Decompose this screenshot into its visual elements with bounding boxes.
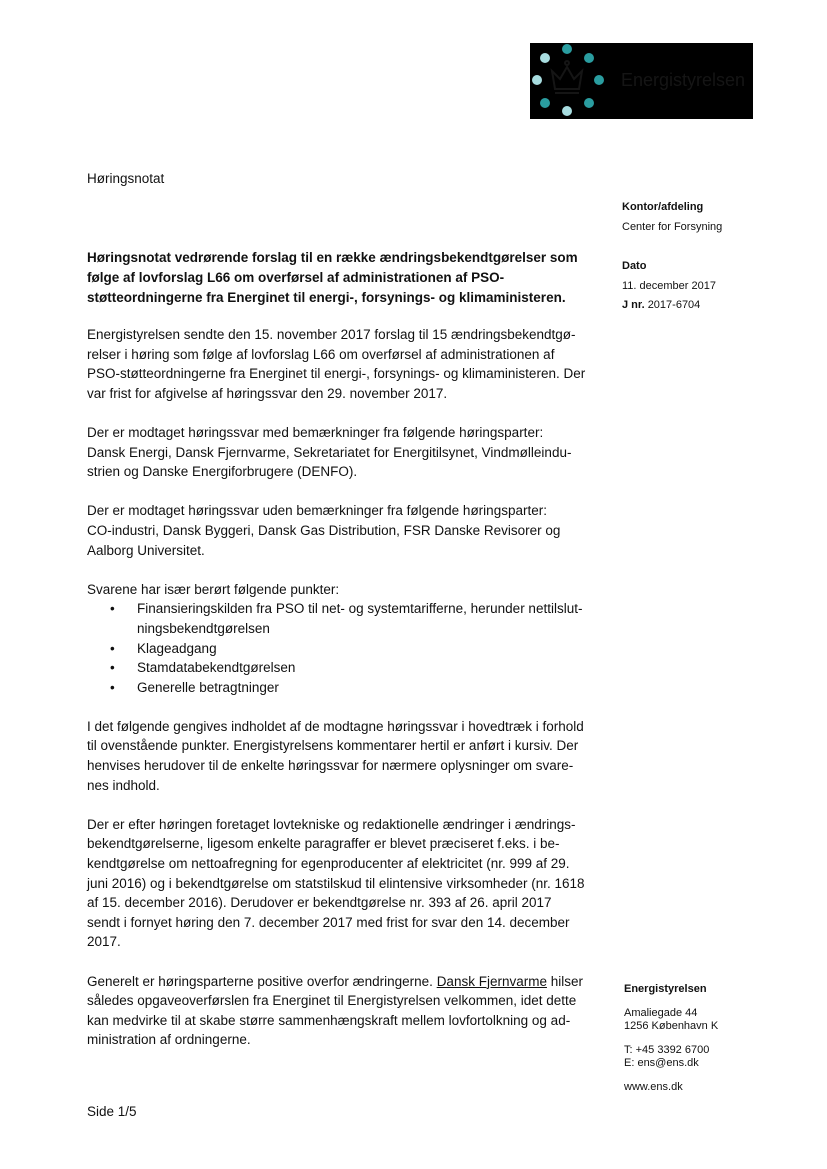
- document-title: [87, 248, 602, 308]
- list-item: • Generelle betragtninger: [137, 678, 602, 698]
- document-body: [87, 325, 602, 1070]
- title-line: støtteordningerne fra Energinet til energi-, forsynings- og klimaministeren.: [87, 290, 566, 305]
- logo: [530, 43, 753, 119]
- paragraph-with-remarks: Der er modtaget høringssvar med bemærkninger fra følgende høringsparter: Dansk Energi, Dansk Fjernvarme, Sekretariatet for Energitilsynet, Vindmølleindu- strien og Danske Energiforbrugere (DENFO).: [87, 424, 572, 480]
- date-label: Dato: [622, 260, 647, 272]
- paragraph-changes: Der er efter høringen foretaget lovtekniske og redaktionelle ændringer i ændrings- bekendtgørelserne, ligesom enkelte paragraffer er blevet præciseret f.eks. i be- kendtgørelse om nettoafregning for egenproducenter af elektricitet (nr. 999 af 29. juni 2016) og i bekendtgørelse om statstilskud til elintensive virksomheder (nr. 1618 af 15. december 2016). Derudover er bekendtgørelse nr. 393 af 26. april 2017 sendt i fornyet høring den 7. december 2017 med frist for svar den 14. december 2017.: [87, 816, 585, 950]
- paragraph-summary: I det følgende gengives indholdet af de modtagne høringssvar i hovedtræk i forhold til ovenstående punkter. Energistyrelsens kommentarer hertil er anført i kursiv. Der henvises herudover til de enkelte høringssvar for nærmere oplysninger om svare- nes indhold.: [87, 718, 584, 793]
- points-intro: Svarene har især berørt følgende punkter:: [87, 581, 340, 597]
- sender-street: Amaliegade 44: [624, 1006, 698, 1019]
- title-line: følge af lovforslag L66 om overførsel af administrationen af PSO-: [87, 270, 505, 285]
- office-label: Kontor/afdeling: [622, 201, 704, 213]
- journal-number: [622, 296, 716, 316]
- office-value: Center for Forsyning: [622, 220, 723, 233]
- logo-wordmark: Energistyrelsen: [621, 70, 746, 90]
- title-line: Høringsnotat vedrørende forslag til en række ændringsbekendtgørelser som: [87, 250, 578, 265]
- paragraph-general: Generelt er høringsparterne positive overfor ændringerne. Dansk Fjernvarme hilser således opgaveoverførslen fra Energinet til Energistyrelsen velkommen, idet dette kan medvirke til at skabe større sammenhængskraft mellem lovfortolkning og ad- ministration af ordningerne.: [87, 973, 583, 1048]
- dansk-fjernvarme-link[interactable]: Dansk Fjernvarme: [436, 973, 547, 989]
- sidebar-office: [622, 198, 722, 237]
- sender-phone: T: +45 3392 6700: [624, 1043, 710, 1056]
- points-list: [87, 599, 602, 697]
- list-item: • Klageadgang: [137, 639, 602, 659]
- sender-city: 1256 København K: [624, 1020, 719, 1032]
- crown-emblem-icon: [530, 43, 608, 119]
- jnr-value: 2017-6704: [647, 299, 701, 311]
- list-item: • Stamdatabekendtgørelsen: [137, 658, 602, 678]
- list-item: • Finansieringskilden fra PSO til net- og systemtarifferne, herunder nettilslut- ningsbekendtgørelsen: [137, 599, 602, 638]
- document-type: Høringsnotat: [87, 171, 165, 186]
- paragraph-without-remarks: Der er modtaget høringssvar uden bemærkninger fra følgende høringsparter: CO-industri, Dansk Byggeri, Dansk Gas Distribution, FSR Danske Revisorer og Aalborg Universitet.: [87, 503, 561, 558]
- sender-email[interactable]: E: ens@ens.dk: [624, 1057, 699, 1069]
- sender-address: [624, 983, 718, 1094]
- date-value: 11. december 2017: [622, 279, 716, 292]
- page-number: Side 1/5: [87, 1104, 137, 1119]
- sender-org: Energistyrelsen: [624, 983, 707, 995]
- sender-website[interactable]: www.ens.dk: [624, 1080, 683, 1093]
- sidebar-date: [622, 257, 716, 316]
- paragraph-intro: Energistyrelsen sendte den 15. november 2017 forslag til 15 ændringsbekendtgø- relser i høring som følge af lovforslag L66 om overførsel af administrationen af PSO-støtteordningerne fra Energinet til energi-, forsynings- og klimaministeren. Der var frist for afgivelse af høringssvar den 29. november 2017.: [87, 327, 586, 401]
- jnr-label: J nr.: [622, 299, 645, 311]
